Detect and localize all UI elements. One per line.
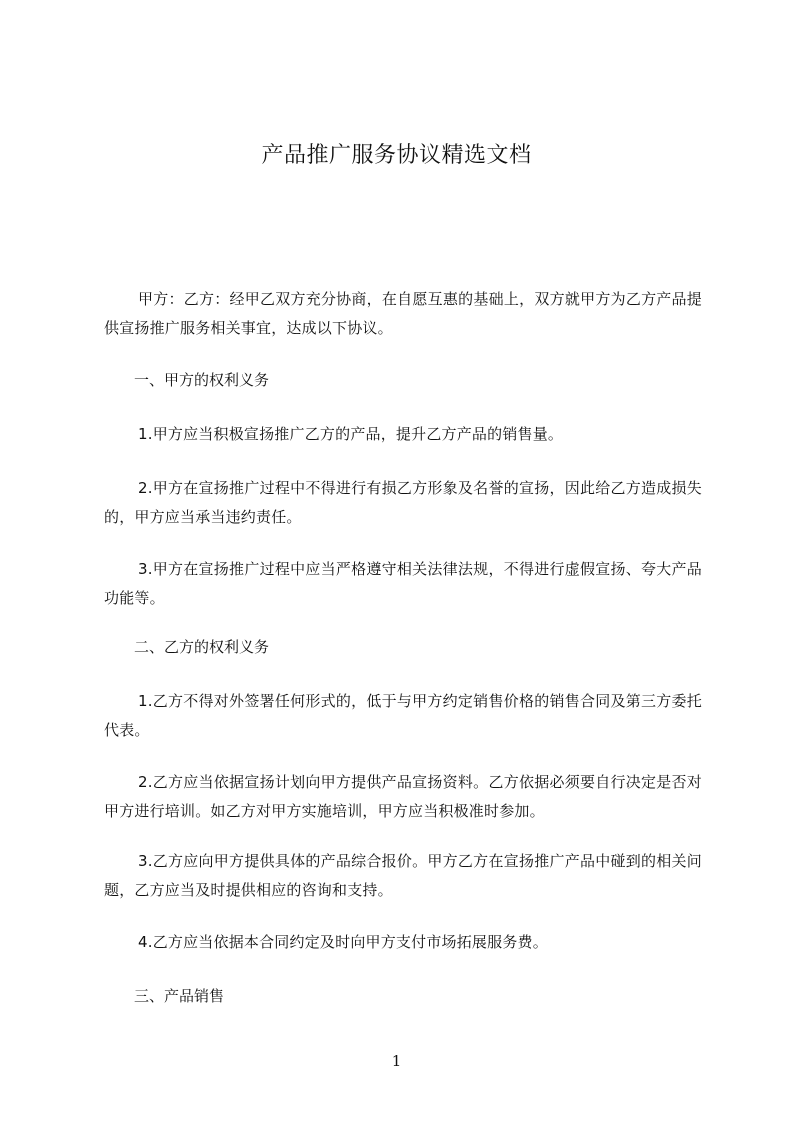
section-heading-party-b: 二、乙方的权利义务 [134, 638, 270, 656]
clause-b-4: 4.乙方应当依据本合同约定及时向甲方支付市场拓展服务费。 [138, 933, 548, 951]
clause-a-1: 1.甲方应当积极宣扬推广乙方的产品，提升乙方产品的销售量。 [138, 425, 564, 443]
page-number: 1 [391, 1052, 402, 1070]
clause-a-3: 3.甲方在宣扬推广过程中应当严格遵守相关法律法规，不得进行虚假宣扬、夸大产品功能等。 [104, 560, 702, 607]
clause-a-2: 2.甲方在宣扬推广过程中不得进行有损乙方形象及名誉的宣扬，因此给乙方造成损失的，甲方应当承当违约责任。 [104, 479, 702, 526]
intro-paragraph: 甲方：乙方：经甲乙双方充分协商，在自愿互惠的基础上，双方就甲方为乙方产品提供宣扬推广服务相关事宜，达成以下协议。 [104, 290, 702, 337]
clause-b-1: 1.乙方不得对外签署任何形式的，低于与甲方约定销售价格的销售合同及第三方委托代表。 [104, 692, 702, 739]
clause-b-2: 2.乙方应当依据宣扬计划向甲方提供产品宣扬资料。乙方依据必须要自行决定是否对甲方进行培训。如乙方对甲方实施培训，甲方应当积极准时参加。 [104, 773, 702, 820]
section-heading-party-a: 一、甲方的权利义务 [134, 371, 270, 389]
document-title: 产品推广服务协议精选文档 [261, 143, 532, 168]
clause-b-3: 3.乙方应向甲方提供具体的产品综合报价。甲方乙方在宣扬推广产品中碰到的相关问题，乙方应当及时提供相应的咨询和支持。 [104, 852, 702, 899]
section-heading-product-sales: 三、产品销售 [134, 987, 225, 1005]
